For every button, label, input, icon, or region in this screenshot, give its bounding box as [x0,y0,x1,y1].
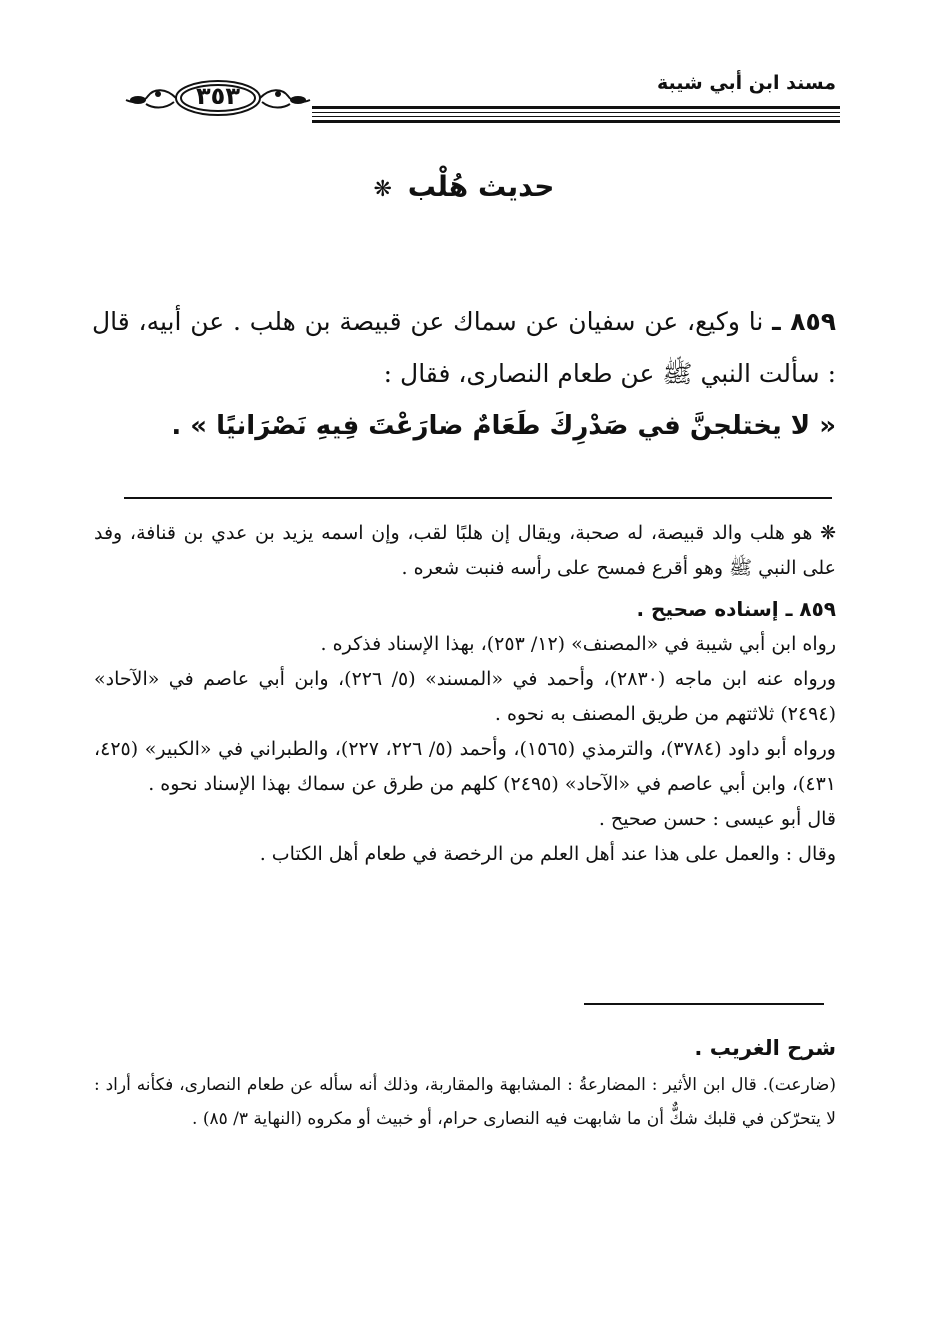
gharib-heading: شرح الغريب . [694,1036,836,1060]
footnote-line: وقال : والعمل على هذا عند أهل العلم من الرخصة في طعام أهل الكتاب . [259,843,836,865]
section-title [0,170,928,203]
page-number: ٣٥٣ [196,82,240,110]
section-title-text: حديث هُلْب [407,170,555,203]
running-title: مسند ابن أبي شيبة [656,72,836,94]
footnote-line: رواه ابن أبي شيبة في «المصنف» (١٢/ ٢٥٣)، بهذا الإسناد فذكره . [320,633,836,655]
hadith-matn: « لا يختلجنَّ في صَدْرِكَ طَعَامٌ ضارَعْتَ فِيهِ نَصْرَانيًا » . [171,411,836,441]
footnote-line: ورواه أبو داود (٣٧٨٤)، والترمذي (١٥٦٥)، وأحمد (٥/ ٢٢٦، ٢٢٧)، والطبراني في «الكبير» (٤٢٥، ٤٣١)، وابن أبي عاصم في «الآحاد» (٢٤٩٥) كلهم من طرق عن سماك بهذا الإسناد نحوه . [94,738,836,795]
footnote-biography: ❋ هو هلب والد قبيصة، له صحبة، ويقال إن هلبًا لقب، وإن اسمه يزيد بن عدي بن قنافة، وفد على النبي ﷺ وهو أقرع فمسح على رأسه فنبت شعره . [94,522,836,579]
footnote-marker-icon: ❋ [373,177,392,202]
footnote-grading: ٨٥٩ ـ إسناده صحيح . [636,597,836,621]
footnotes [94,516,836,872]
hadith-text [92,296,836,452]
gharib-section [94,1028,836,1136]
gharib-divider [584,1003,824,1005]
footnote-line: قال أبو عيسى : حسن صحيح . [598,808,836,830]
footnote-divider [124,497,832,499]
header-rule [312,106,840,128]
hadith-number: ٨٥٩ ـ [772,307,836,336]
footnote-line: ورواه عنه ابن ماجه (٢٨٣٠)، وأحمد في «المسند» (٥/ ٢٢٦)، وابن أبي عاصم في «الآحاد» (٢٤٩٤) ثلاثتهم من طريق المصنف به نحوه . [94,668,836,725]
hadith-isnad: نا وكيع، عن سفيان عن سماك عن قبيصة بن هلب . عن أبيه، قال : سألت النبي ﷺ عن طعام النصارى، فقال : [92,307,836,388]
gharib-text: (ضارعت). قال ابن الأثير : المضارعةُ : المشابهة والمقاربة، وذلك أنه سأله عن طعام النصارى، فكأنه أراد : لا يتحرّكن في قلبك شكٌّ أن ما شابهت فيه النصارى حرام، أو خبيث أو مكروه (النهاية ٣/ ٨٥) . [94,1075,836,1129]
